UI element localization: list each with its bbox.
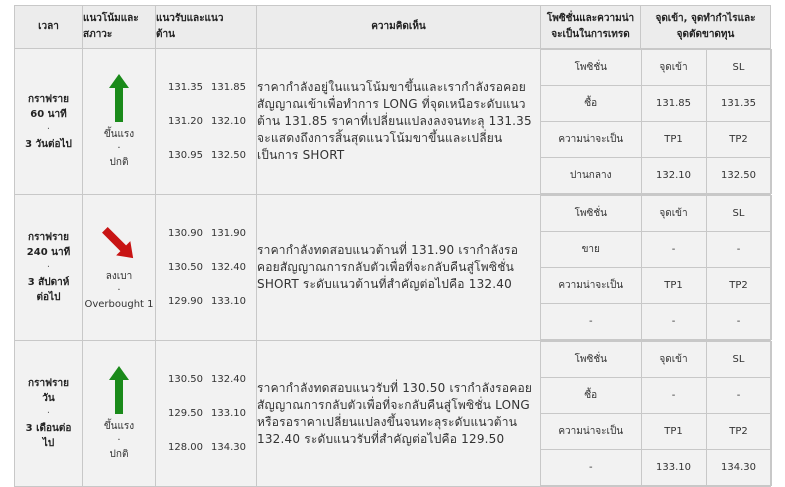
support-level: 129.50	[168, 408, 203, 419]
support-resistance-cell	[156, 49, 257, 195]
header-label-line: โพซิชั่นและความน่า	[546, 13, 635, 24]
trend-label-line: ·	[117, 434, 121, 446]
opinion-cell: ราคากำลังอยู่ในแนวโน้มขาขึ้นและเรากำลังรอคอยสัญญาณเข้าเพื่อทำการ LONG ที่จุดเหนือระดับแนวต้าน 131.85 ราคาที่เปลี่ยนแปลงลงจนทะลุ 131.35 จะแสดงถึงการสิ้นสุดแนวโน้มขาขึ้นและเปลี่ยนเป็นการ SHORT	[257, 49, 541, 195]
trade-plan-row	[541, 414, 771, 450]
trade-plan-value: -	[541, 450, 641, 486]
trade-plan-value: 131.35	[706, 86, 771, 122]
trade-plan-row	[541, 196, 771, 232]
resistance-level: 132.50	[211, 150, 246, 161]
trend-label-line: ·	[117, 284, 121, 296]
resistance-level: 131.85	[211, 82, 246, 93]
header-entry-tp-sl	[641, 6, 771, 49]
sr-level-row	[156, 285, 256, 319]
opinion-cell: ราคากำลังทดสอบแนวต้านที่ 131.90 เรากำลังรอคอยสัญญาณการกลับตัวเพื่อที่จะกลับคืนสู่โพซิชั่น SHORT ระดับแนวต้านที่สำคัญต่อไปคือ 132.40	[257, 195, 541, 341]
trade-plan-value: TP1	[641, 414, 706, 450]
support-resistance-cell	[156, 341, 257, 487]
timeframe-line: 3 วันต่อไป	[25, 138, 72, 150]
trend-cell	[83, 341, 156, 487]
header-opinion	[257, 6, 541, 49]
resistance-level: 134.30	[211, 442, 246, 453]
header-position-probability	[541, 6, 641, 49]
timeframe-line: กราฟราย	[28, 232, 69, 243]
opinion-cell: ราคากำลังทดสอบแนวรับที่ 130.50 เรากำลังรอคอยสัญญาณการกลับตัวเพื่อที่จะกลับคืนสู่โพซิชั่น LONG หรือรอราคาเปลี่ยนแปลงขึ้นจนทะลุระดับแนวต้าน 132.40 ระดับแนวรับที่สำคัญต่อไปคือ 129.50	[257, 341, 541, 487]
trend-label-line: ปกติ	[109, 448, 129, 460]
trade-plan-cell	[541, 195, 771, 341]
forecast-row	[15, 49, 771, 195]
trade-plan-value: TP2	[706, 122, 771, 158]
support-level: 130.50	[168, 262, 203, 273]
header-time	[15, 6, 83, 49]
header-label-line: สภาวะ	[83, 29, 113, 40]
trade-plan-value: TP2	[706, 414, 771, 450]
sr-level-row	[156, 217, 256, 251]
trade-plan-row	[541, 232, 771, 268]
header-label-line: จะเป็นในการเทรด	[551, 29, 630, 40]
forecast-table	[14, 5, 771, 487]
trade-plan-value: 134.30	[706, 450, 771, 486]
trade-plan-value: TP1	[641, 122, 706, 158]
arrow-down-right-icon	[99, 224, 139, 264]
trade-plan-value: -	[706, 304, 771, 340]
trade-plan-value: SL	[706, 196, 771, 232]
sr-level-row	[156, 105, 256, 139]
trend-label-line: ขึ้นแรง	[103, 128, 135, 140]
timeframe-line: ·	[46, 408, 51, 419]
header-trend	[83, 6, 156, 49]
support-level: 129.90	[168, 296, 203, 307]
resistance-level: 133.10	[211, 408, 246, 419]
sr-level-row	[156, 71, 256, 105]
support-level: 130.50	[168, 374, 203, 385]
header-row	[15, 6, 771, 49]
trade-plan-value: -	[706, 378, 771, 414]
trade-plan-value: -	[641, 378, 706, 414]
trade-plan-table	[541, 49, 772, 194]
header-label-line: แนวโน้มและ	[83, 13, 139, 24]
trend-cell	[83, 49, 156, 195]
trade-plan-row	[541, 268, 771, 304]
timeframe-line: ต่อไป	[36, 292, 61, 303]
trade-plan-row	[541, 158, 771, 194]
trend-cell	[83, 195, 156, 341]
trade-plan-value: -	[541, 304, 641, 340]
support-level: 130.95	[168, 150, 203, 161]
trade-plan-value: จุดเข้า	[641, 50, 706, 86]
trade-plan-row	[541, 378, 771, 414]
trade-plan-value: โพซิชั่น	[541, 50, 641, 86]
trade-plan-row	[541, 86, 771, 122]
timeframe-cell	[15, 195, 83, 341]
trend-label-line: ขึ้นแรง	[103, 420, 135, 432]
sr-level-row	[156, 251, 256, 285]
trade-plan-value: ปานกลาง	[541, 158, 641, 194]
trade-plan-value: ความน่าจะเป็น	[541, 268, 641, 304]
sr-level-row	[156, 363, 256, 397]
timeframe-line: กราฟราย	[28, 378, 69, 389]
trade-plan-value: ความน่าจะเป็น	[541, 122, 641, 158]
timeframe-line: 3 สัปดาห์	[27, 277, 70, 288]
support-level: 130.90	[168, 228, 203, 239]
timeframe-line: ไป	[42, 438, 55, 449]
trade-plan-value: TP1	[641, 268, 706, 304]
trade-plan-row	[541, 122, 771, 158]
trend-label-line: ·	[117, 142, 121, 154]
resistance-level: 131.90	[211, 228, 246, 239]
sr-level-row	[156, 397, 256, 431]
header-label-line: เวลา	[38, 21, 59, 32]
timeframe-line: 60 นาที	[30, 108, 67, 120]
trade-plan-value: 132.10	[641, 158, 706, 194]
timeframe-line: กราฟราย	[28, 93, 69, 105]
timeframe-line: ·	[46, 262, 51, 273]
trade-plan-row	[541, 304, 771, 340]
trade-plan-value: -	[641, 232, 706, 268]
resistance-level: 133.10	[211, 296, 246, 307]
resistance-level: 132.10	[211, 116, 246, 127]
trade-plan-value: จุดเข้า	[641, 196, 706, 232]
sr-level-row	[156, 139, 256, 173]
trade-plan-row	[541, 450, 771, 486]
forecast-row	[15, 341, 771, 487]
timeframe-line: 240 นาที	[26, 247, 71, 258]
support-level: 131.35	[168, 82, 203, 93]
trade-plan-value: ซื้อ	[541, 378, 641, 414]
trade-plan-table	[541, 341, 772, 486]
trade-plan-value: -	[706, 232, 771, 268]
timeframe-cell	[15, 341, 83, 487]
header-label-line: จุดเข้า, จุดทำกำไรและ	[655, 13, 756, 24]
forecast-row	[15, 195, 771, 341]
trade-plan-value: TP2	[706, 268, 771, 304]
trade-plan-value: 132.50	[706, 158, 771, 194]
timeframe-cell	[15, 49, 83, 195]
trade-plan-row	[541, 342, 771, 378]
resistance-level: 132.40	[211, 374, 246, 385]
trade-plan-value: โพซิชั่น	[541, 196, 641, 232]
trade-plan-row	[541, 50, 771, 86]
trade-plan-cell	[541, 49, 771, 195]
trade-plan-value: SL	[706, 50, 771, 86]
trend-label-line: Overbought 1	[84, 298, 154, 310]
arrow-up-icon	[108, 74, 130, 122]
timeframe-line: ·	[46, 123, 51, 135]
trade-plan-value: 131.85	[641, 86, 706, 122]
trade-plan-value: 133.10	[641, 450, 706, 486]
trade-plan-value: จุดเข้า	[641, 342, 706, 378]
header-label-line: จุดตัดขาดทุน	[676, 29, 735, 40]
trade-plan-value: SL	[706, 342, 771, 378]
trade-plan-value: ขาย	[541, 232, 641, 268]
sr-level-row	[156, 431, 256, 465]
header-label-line: แนวรับและแนว	[156, 13, 224, 24]
trend-label-line: ลงเบา	[105, 270, 133, 282]
timeframe-line: 3 เดือนต่อ	[25, 423, 72, 434]
arrow-up-icon	[108, 366, 130, 414]
trade-plan-value: โพซิชั่น	[541, 342, 641, 378]
header-label-line: ต้าน	[156, 29, 175, 40]
trade-plan-table	[541, 195, 772, 340]
header-label-line: ความคิดเห็น	[371, 21, 426, 32]
resistance-level: 132.40	[211, 262, 246, 273]
support-level: 131.20	[168, 116, 203, 127]
trade-plan-value: ซื้อ	[541, 86, 641, 122]
header-support-resistance	[156, 6, 257, 49]
trend-label-line: ปกติ	[109, 156, 129, 168]
support-level: 128.00	[168, 442, 203, 453]
trade-plan-value: ความน่าจะเป็น	[541, 414, 641, 450]
timeframe-line: วัน	[42, 393, 55, 404]
trade-plan-cell	[541, 341, 771, 487]
support-resistance-cell	[156, 195, 257, 341]
trade-plan-value: -	[641, 304, 706, 340]
